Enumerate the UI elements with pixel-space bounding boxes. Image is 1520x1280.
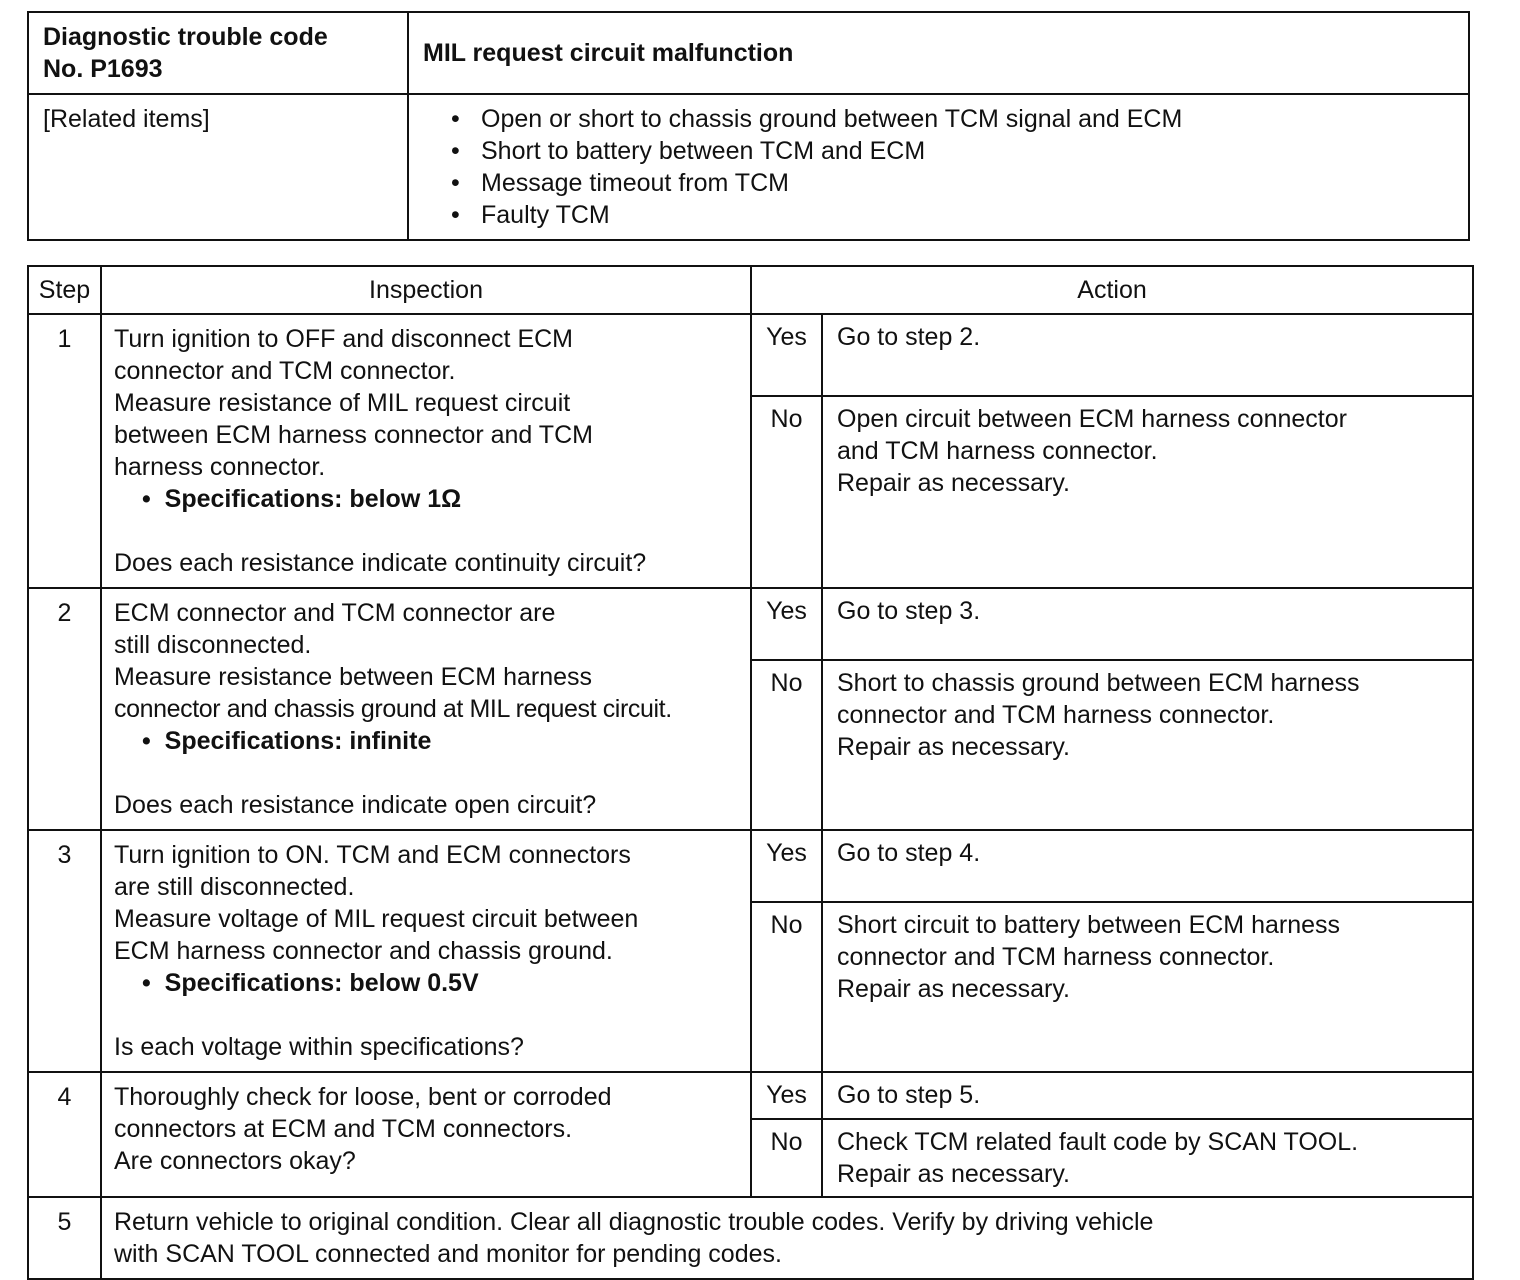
action-header: Action <box>751 266 1473 314</box>
action-line: Short to chassis ground between ECM harness <box>837 669 1360 698</box>
inspection-line: Turn ignition to ON. TCM and ECM connectors <box>114 841 631 869</box>
inspection-line: ECM harness connector and chassis ground. <box>114 937 613 965</box>
action-line: Open circuit between ECM harness connector <box>837 405 1347 434</box>
yes-label: Yes <box>751 314 822 396</box>
inspection-line: ECM connector and TCM connector are <box>114 599 556 627</box>
spec-text: Specifications: below 0.5V <box>164 969 479 997</box>
spec-text: Specifications: infinite <box>164 727 432 755</box>
dtc-code-cell <box>28 12 408 94</box>
step-header: Step <box>28 266 101 314</box>
step-number: 3 <box>28 830 101 1072</box>
related-items-cell <box>408 94 1469 240</box>
inspection-line: Measure resistance of MIL request circuit <box>114 389 571 417</box>
inspection-line: connector and TCM connector. <box>114 357 456 385</box>
inspection-line: Thoroughly check for loose, bent or corroded <box>114 1083 612 1111</box>
inspection-line: Measure voltage of MIL request circuit between <box>114 905 639 933</box>
spec-text: Specifications: below 1Ω <box>164 485 462 513</box>
related-item: • Message timeout from TCM <box>451 167 1454 199</box>
specification <box>114 483 738 515</box>
inspection-line: Measure resistance between ECM harness <box>114 663 593 691</box>
yes-action: Go to step 3. <box>822 588 1473 660</box>
yes-label: Yes <box>751 830 822 902</box>
inspection-line: between ECM harness connector and TCM <box>114 421 593 449</box>
dtc-code-number: No. P1693 <box>43 55 163 83</box>
no-label: No <box>751 902 822 1072</box>
no-action <box>822 1119 1473 1197</box>
yes-label: Yes <box>751 1072 822 1119</box>
action-line: Short circuit to battery between ECM harness <box>837 911 1341 940</box>
yes-action: Go to step 5. <box>822 1072 1473 1119</box>
step-inspection <box>101 1072 751 1197</box>
action-line: Repair as necessary. <box>837 1160 1070 1188</box>
related-item: • Faulty TCM <box>451 199 1454 231</box>
step-inspection <box>101 314 751 588</box>
dtc-title: MIL request circuit malfunction <box>408 12 1469 94</box>
related-items-list <box>423 103 1454 231</box>
no-label: No <box>751 396 822 588</box>
related-items-label: [Related items] <box>28 94 408 240</box>
procedure-table <box>27 265 1474 1280</box>
yes-label: Yes <box>751 588 822 660</box>
inspection-question: Is each voltage within specifications? <box>114 1033 524 1061</box>
bullet-icon: • <box>142 969 165 997</box>
action-line: and TCM harness connector. <box>837 437 1158 466</box>
specification <box>114 725 738 757</box>
final-step-text <box>101 1197 1473 1279</box>
inspection-line: harness connector. <box>114 453 326 481</box>
inspection-header: Inspection <box>101 266 751 314</box>
action-line: Repair as necessary. <box>837 469 1070 498</box>
bullet-icon: • <box>142 485 165 513</box>
action-line: Repair as necessary. <box>837 733 1070 762</box>
specification <box>114 967 738 999</box>
action-line: Check TCM related fault code by SCAN TOOL. <box>837 1128 1359 1156</box>
inspection-question: Are connectors okay? <box>114 1147 356 1175</box>
related-item: • Open or short to chassis ground between TCM signal and ECM <box>451 103 1454 135</box>
bullet-icon: • <box>142 727 165 755</box>
final-line: with SCAN TOOL connected and monitor for pending codes. <box>114 1240 782 1268</box>
no-action <box>822 396 1473 588</box>
no-label: No <box>751 660 822 830</box>
dtc-header-table <box>27 11 1470 241</box>
dtc-code-label: Diagnostic trouble code <box>43 23 328 51</box>
step-number: 1 <box>28 314 101 588</box>
no-action <box>822 660 1473 830</box>
inspection-question: Does each resistance indicate continuity circuit? <box>114 549 647 577</box>
action-line: Repair as necessary. <box>837 975 1070 1004</box>
related-item: • Short to battery between TCM and ECM <box>451 135 1454 167</box>
step-number: 2 <box>28 588 101 830</box>
yes-action: Go to step 2. <box>822 314 1473 396</box>
no-label: No <box>751 1119 822 1197</box>
step-number: 4 <box>28 1072 101 1197</box>
inspection-line: connectors at ECM and TCM connectors. <box>114 1115 573 1143</box>
inspection-line: Turn ignition to OFF and disconnect ECM <box>114 325 573 353</box>
yes-action: Go to step 4. <box>822 830 1473 902</box>
inspection-line: connector and chassis ground at MIL request circuit. <box>114 695 672 723</box>
final-line: Return vehicle to original condition. Clear all diagnostic trouble codes. Verify by driving vehicle <box>114 1208 1154 1236</box>
action-line: connector and TCM harness connector. <box>837 701 1275 730</box>
step-inspection <box>101 588 751 830</box>
inspection-line: still disconnected. <box>114 631 312 659</box>
inspection-question: Does each resistance indicate open circuit? <box>114 791 597 819</box>
inspection-line: are still disconnected. <box>114 873 355 901</box>
no-action <box>822 902 1473 1072</box>
step-inspection <box>101 830 751 1072</box>
step-number: 5 <box>28 1197 101 1279</box>
action-line: connector and TCM harness connector. <box>837 943 1275 972</box>
